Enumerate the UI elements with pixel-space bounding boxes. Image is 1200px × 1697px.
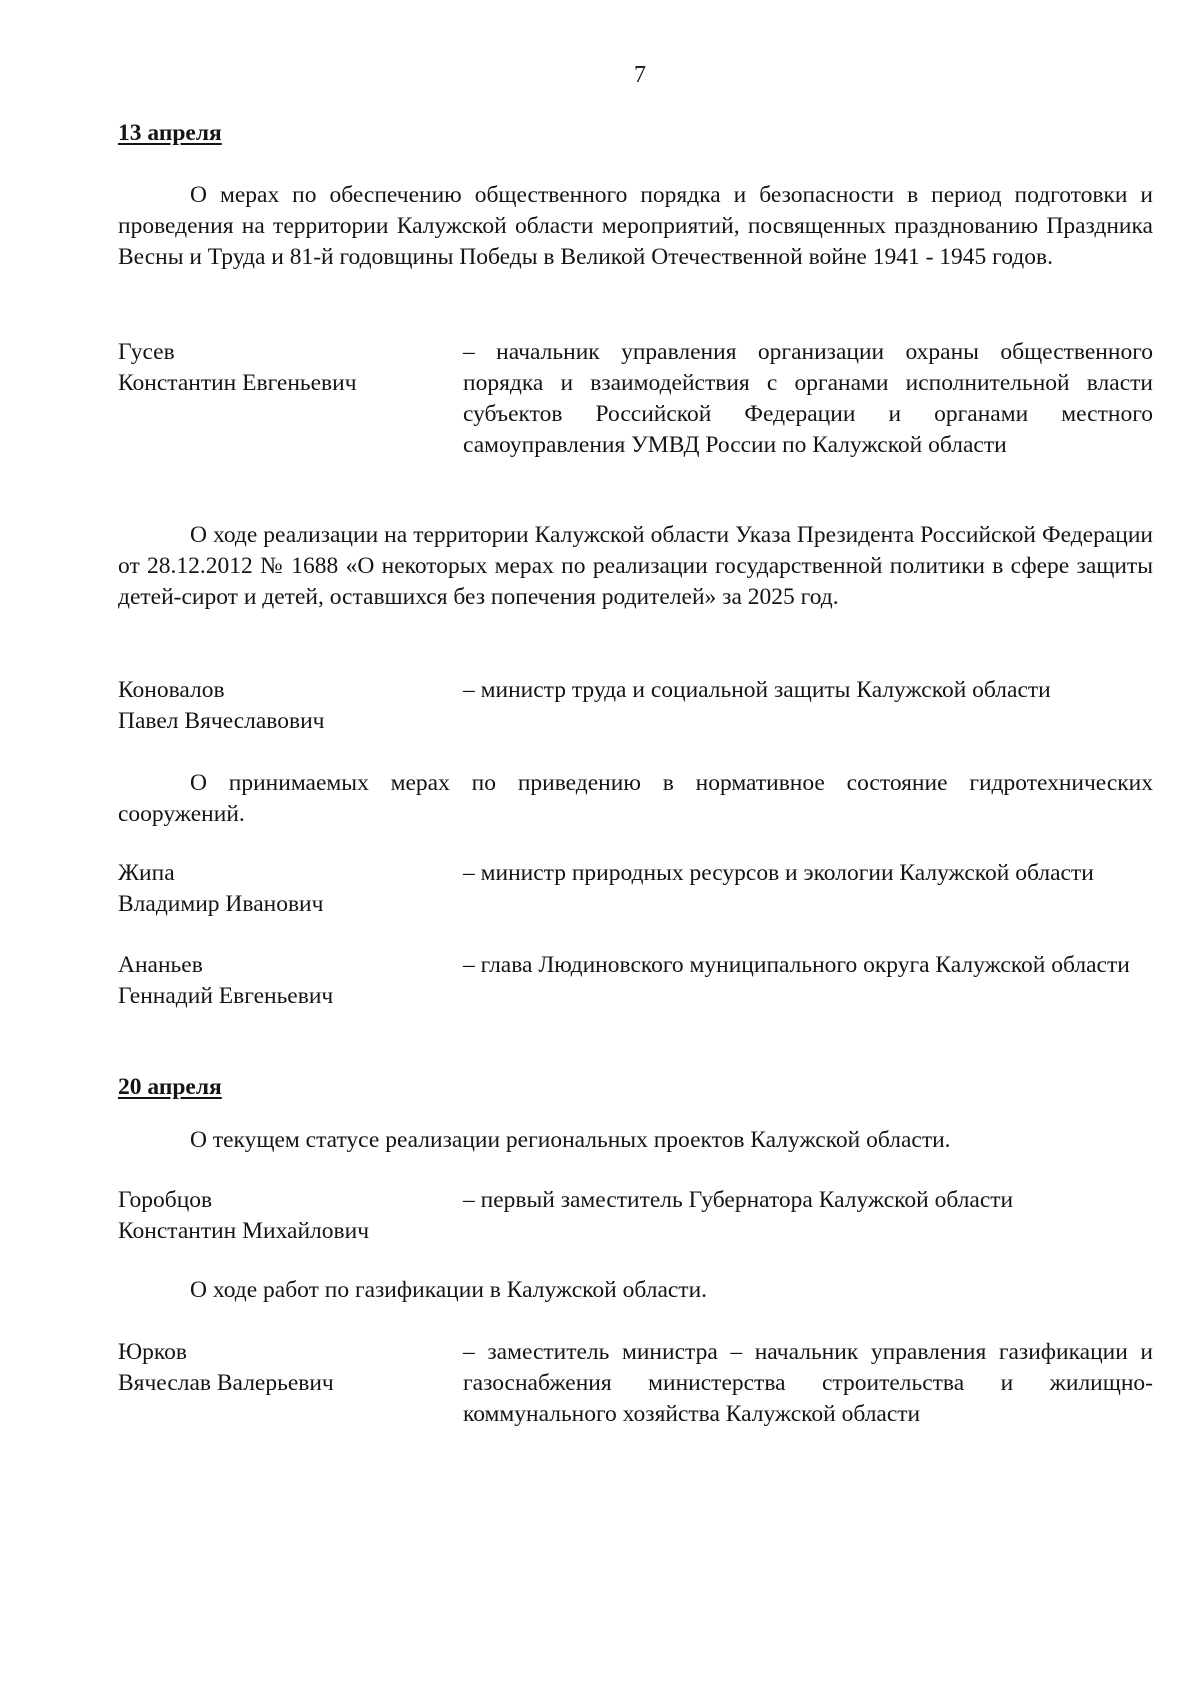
speaker-role: – министр природных ресурсов и экологии Калужской области (463, 860, 1094, 886)
speaker-surname: Горобцов (118, 1187, 213, 1213)
speaker-given-names: Павел Вячеславович (118, 708, 325, 734)
speaker-surname: Юрков (118, 1339, 187, 1365)
speaker-gusev (118, 337, 1153, 461)
speaker-given-names: Владимир Иванович (118, 891, 324, 917)
agenda-item-gasification: О ходе работ по газификации в Калужской области. (190, 1277, 708, 1303)
speaker-ananyev (118, 950, 1153, 1012)
speaker-name (118, 337, 463, 461)
agenda-item-regional-projects: О текущем статусе реализации региональных проектов Калужской области. (190, 1127, 951, 1153)
page-number: 7 (634, 62, 646, 88)
speaker-given-names: Вячеслав Валерьевич (118, 1370, 334, 1396)
speaker-name (118, 950, 463, 1012)
speaker-role: – начальник управления организации охраны общественного порядка и взаимодействия с органами исполнительной власти субъектов Российской Федерации и органами местного самоуправления УМВД России по Калужской области (463, 339, 1153, 458)
speaker-yurkov (118, 1337, 1153, 1430)
date-heading-april-13: 13 апреля (118, 120, 222, 146)
speaker-gorobtsov (118, 1185, 1153, 1247)
speaker-surname: Гусев (118, 339, 175, 365)
speaker-surname: Коновалов (118, 677, 225, 703)
speaker-surname: Ананьев (118, 952, 203, 978)
speaker-name (118, 1185, 463, 1247)
agenda-item-hydraulic-structures: О принимаемых мерах по приведению в нормативное состояние гидротехнических сооружений. (118, 770, 1153, 827)
speaker-zhipa (118, 858, 1153, 920)
speaker-name (118, 1337, 463, 1430)
speaker-role: – министр труда и социальной защиты Калужской области (463, 677, 1051, 703)
agenda-item-orphans-decree: О ходе реализации на территории Калужской области Указа Президента Российской Федерации от 28.12.2012 № 1688 «О некоторых мерах по реализации государственной политики в сфере защиты детей-сирот и детей, оставшихся без попечения родителей» за 2025 год. (118, 522, 1153, 610)
speaker-role: – первый заместитель Губернатора Калужской области (463, 1187, 1014, 1213)
speaker-given-names: Константин Михайлович (118, 1218, 370, 1244)
speaker-given-names: Константин Евгеньевич (118, 370, 357, 396)
speaker-role: – заместитель министра – начальник управления газификации и газоснабжения министерства строительства и жилищно-коммунального хозяйства Калужской области (463, 1339, 1153, 1427)
speaker-konovalov (118, 675, 1153, 737)
speaker-given-names: Геннадий Евгеньевич (118, 983, 334, 1009)
speaker-role: – глава Людиновского муниципального округа Калужской области (463, 952, 1130, 978)
speaker-name (118, 858, 463, 920)
date-heading-april-20: 20 апреля (118, 1074, 222, 1100)
speaker-name (118, 675, 463, 737)
agenda-item-public-order: О мерах по обеспечению общественного порядка и безопасности в период подготовки и проведения на территории Калужской области мероприятий, посвященных празднованию Праздника Весны и Труда и 81-й годовщины Победы в Великой Отечественной войне 1941 - 1945 годов. (118, 182, 1153, 270)
speaker-surname: Жипа (118, 860, 175, 886)
